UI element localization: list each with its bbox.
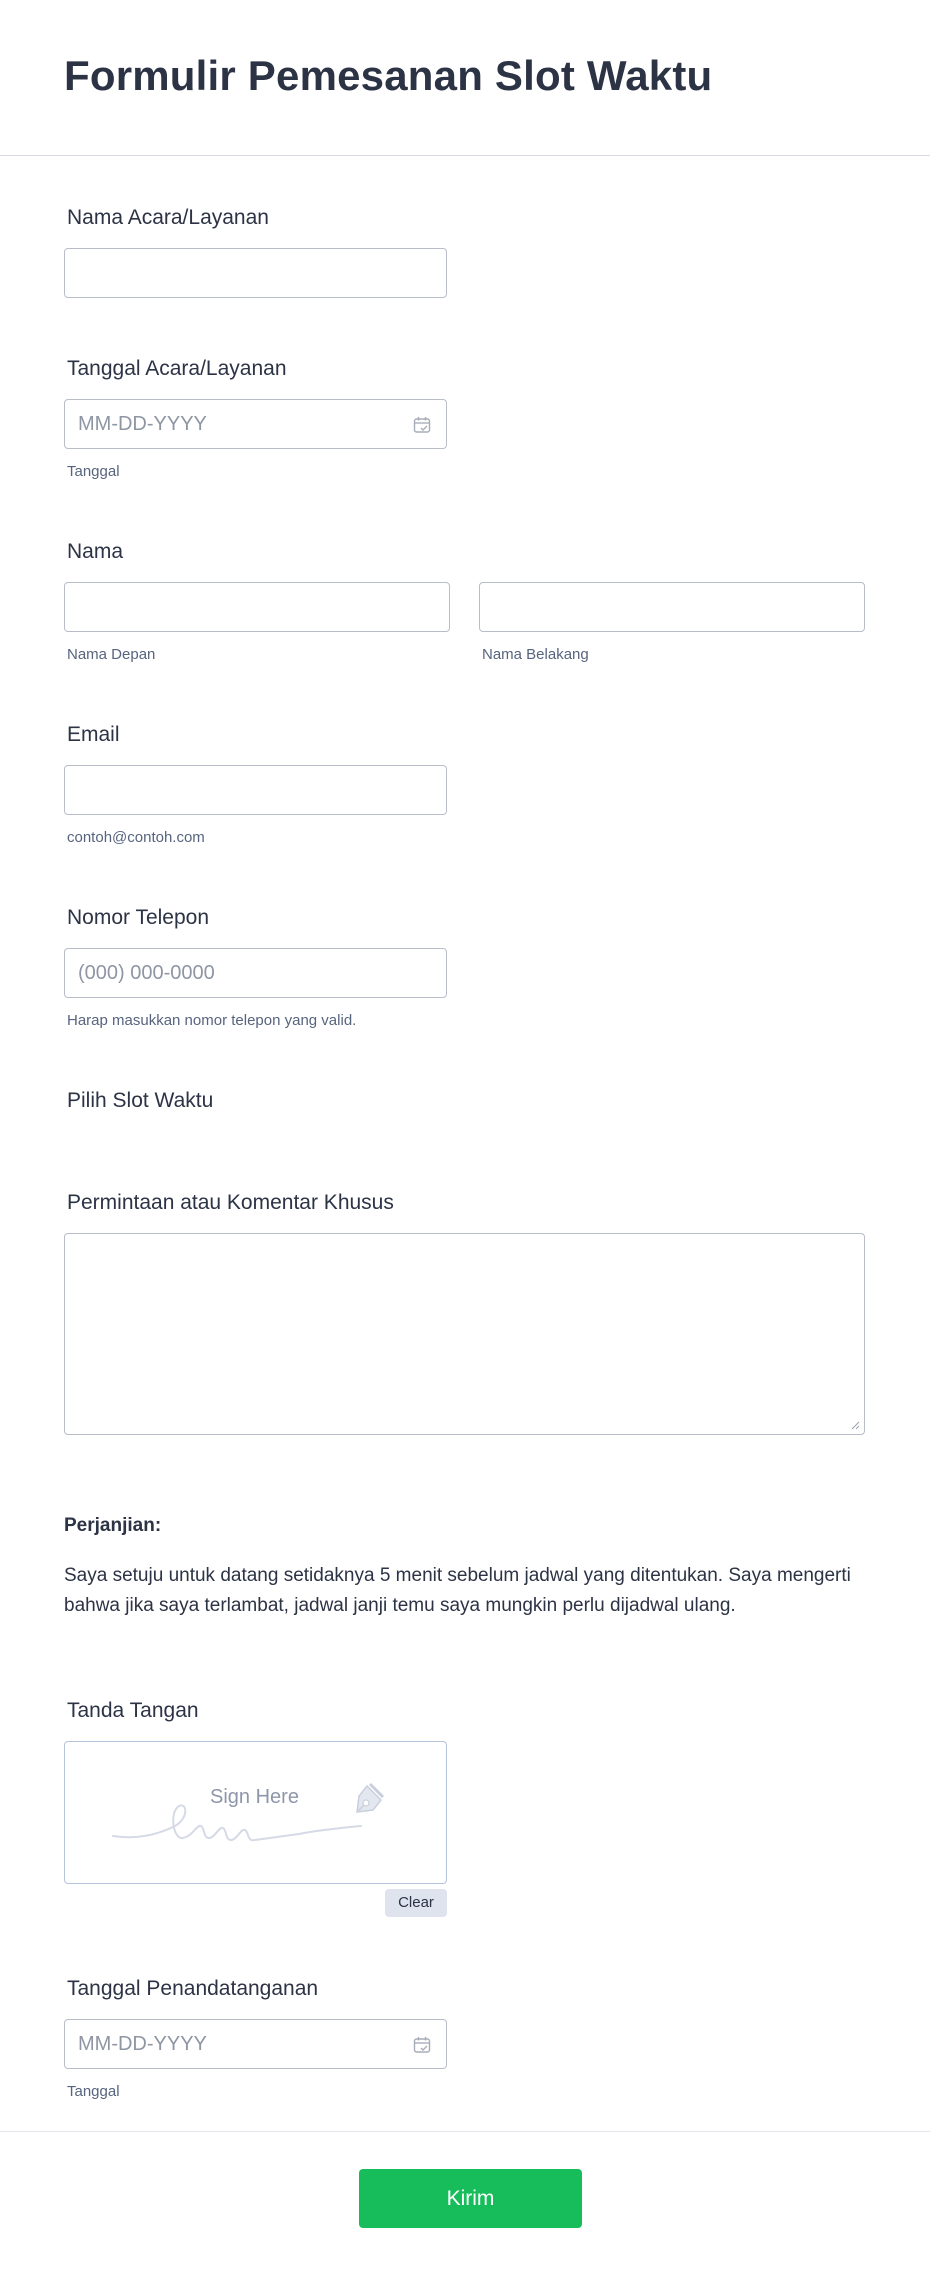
last-name-sublabel: Nama Belakang [482,646,589,663]
email-label: Email [67,723,120,746]
signing-date-placeholder: MM-DD-YYYY [78,2033,207,2055]
signing-date-label: Tanggal Penandatanganan [67,1977,319,2000]
sign-here-text: Sign Here [210,1786,299,1808]
event-name-label: Nama Acara/Layanan [67,206,269,229]
email-input[interactable] [64,765,447,815]
agreement-title: Perjanjian: [64,1515,162,1536]
calendar-icon[interactable] [412,2035,432,2055]
footer-divider [0,2131,930,2132]
event-date-label: Tanggal Acara/Layanan [67,357,287,380]
pen-nib-icon [347,1782,387,1822]
submit-button[interactable]: Kirim [359,2169,582,2228]
signing-date-input[interactable] [64,2019,447,2069]
agreement-text: Saya setuju untuk datang setidaknya 5 menit sebelum jadwal yang ditentukan. Saya mengerti bahwa jika saya terlambat, jadwal janji temu saya mungkin perlu dijadwal ulang. [64,1565,851,1616]
comments-textarea[interactable] [64,1233,865,1435]
first-name-sublabel: Nama Depan [67,646,156,663]
form-header [0,0,930,156]
phone-input[interactable] [64,948,447,998]
calendar-icon[interactable] [412,415,432,435]
signature-pad[interactable] [64,1741,447,1884]
name-label: Nama [67,540,124,563]
first-name-input[interactable] [64,582,450,632]
signing-date-sublabel: Tanggal [67,2083,120,2100]
form-title: Formulir Pemesanan Slot Waktu [64,52,713,99]
signature-label: Tanda Tangan [67,1699,199,1722]
resize-grip-icon[interactable] [850,1420,860,1430]
email-sublabel: contoh@contoh.com [67,829,205,846]
event-date-input[interactable] [64,399,447,449]
event-name-input[interactable] [64,248,447,298]
clear-signature-button[interactable]: Clear [385,1889,447,1917]
phone-sublabel: Harap masukkan nomor telepon yang valid. [67,1012,357,1029]
comments-label: Permintaan atau Komentar Khusus [67,1191,394,1214]
event-date-placeholder: MM-DD-YYYY [78,413,207,435]
phone-label: Nomor Telepon [67,906,210,929]
last-name-input[interactable] [479,582,865,632]
phone-placeholder: (000) 000-0000 [78,962,215,984]
event-date-sublabel: Tanggal [67,463,120,480]
time-slot-label: Pilih Slot Waktu [67,1089,214,1112]
